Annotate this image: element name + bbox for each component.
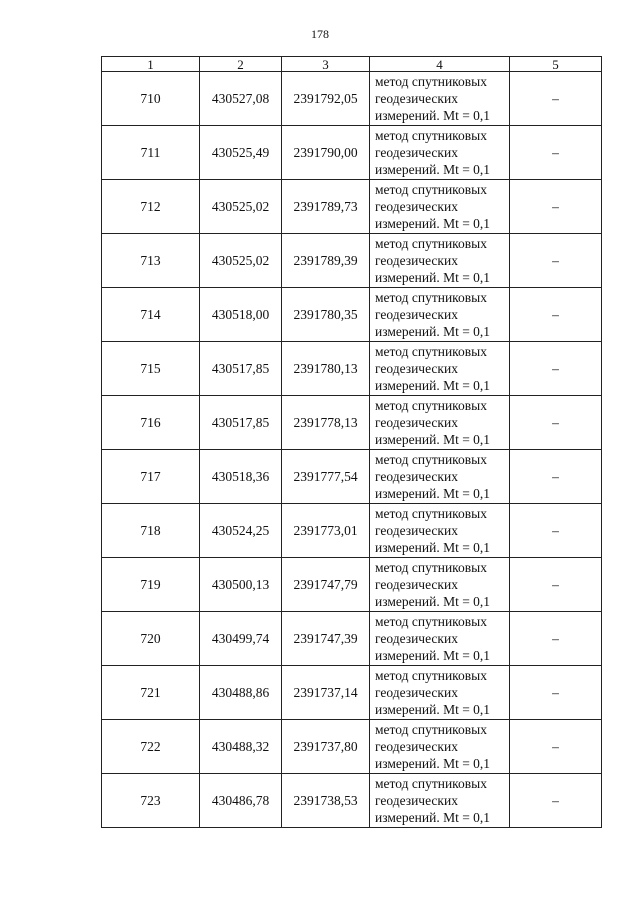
note-cell: – — [510, 72, 602, 126]
point-number-cell: 718 — [102, 504, 200, 558]
table-row — [102, 180, 602, 234]
method-cell — [370, 234, 510, 288]
method-cell — [370, 126, 510, 180]
x-coordinate-cell: 430486,78 — [200, 774, 282, 828]
method-line: измерений. Mt = 0,1 — [375, 432, 491, 447]
note-cell: – — [510, 558, 602, 612]
method-cell — [370, 396, 510, 450]
x-coordinate-cell: 430525,49 — [200, 126, 282, 180]
point-number-cell: 717 — [102, 450, 200, 504]
note-cell: – — [510, 126, 602, 180]
method-line: геодезических — [375, 145, 458, 160]
note-cell: – — [510, 234, 602, 288]
x-coordinate-cell: 430525,02 — [200, 180, 282, 234]
x-coordinate-cell: 430488,86 — [200, 666, 282, 720]
method-line: геодезических — [375, 577, 458, 592]
method-cell — [370, 288, 510, 342]
x-coordinate-cell: 430488,32 — [200, 720, 282, 774]
table-row — [102, 450, 602, 504]
table-row — [102, 558, 602, 612]
point-number-cell: 711 — [102, 126, 200, 180]
method-line: измерений. Mt = 0,1 — [375, 378, 491, 393]
y-coordinate-cell: 2391737,14 — [282, 666, 370, 720]
y-coordinate-cell: 2391789,73 — [282, 180, 370, 234]
y-coordinate-cell: 2391778,13 — [282, 396, 370, 450]
point-number-cell: 713 — [102, 234, 200, 288]
method-line: измерений. Mt = 0,1 — [375, 324, 491, 339]
method-line: метод спутниковых — [375, 452, 487, 467]
method-line: метод спутниковых — [375, 236, 487, 251]
table-row — [102, 72, 602, 126]
point-number-cell: 719 — [102, 558, 200, 612]
method-line: измерений. Mt = 0,1 — [375, 270, 491, 285]
table-row — [102, 612, 602, 666]
method-cell — [370, 180, 510, 234]
column-header-4: 4 — [370, 57, 510, 72]
point-number-cell: 723 — [102, 774, 200, 828]
y-coordinate-cell: 2391777,54 — [282, 450, 370, 504]
table-row — [102, 234, 602, 288]
method-line: метод спутниковых — [375, 344, 487, 359]
method-cell — [370, 774, 510, 828]
method-line: метод спутниковых — [375, 290, 487, 305]
method-cell — [370, 612, 510, 666]
x-coordinate-cell: 430500,13 — [200, 558, 282, 612]
method-line: измерений. Mt = 0,1 — [375, 648, 491, 663]
table-header-row — [102, 57, 602, 72]
point-number-cell: 722 — [102, 720, 200, 774]
x-coordinate-cell: 430525,02 — [200, 234, 282, 288]
method-line: геодезических — [375, 793, 458, 808]
method-cell — [370, 450, 510, 504]
point-number-cell: 710 — [102, 72, 200, 126]
table-row — [102, 504, 602, 558]
table-row — [102, 288, 602, 342]
method-line: метод спутниковых — [375, 182, 487, 197]
method-line: геодезических — [375, 307, 458, 322]
x-coordinate-cell: 430524,25 — [200, 504, 282, 558]
coordinates-table — [101, 56, 602, 828]
point-number-cell: 714 — [102, 288, 200, 342]
table-row — [102, 774, 602, 828]
column-header-1: 1 — [102, 57, 200, 72]
method-line: измерений. Mt = 0,1 — [375, 756, 491, 771]
x-coordinate-cell: 430518,36 — [200, 450, 282, 504]
x-coordinate-cell: 430518,00 — [200, 288, 282, 342]
point-number-cell: 712 — [102, 180, 200, 234]
note-cell: – — [510, 666, 602, 720]
method-line: метод спутниковых — [375, 398, 487, 413]
method-line: измерений. Mt = 0,1 — [375, 540, 491, 555]
y-coordinate-cell: 2391780,13 — [282, 342, 370, 396]
method-line: измерений. Mt = 0,1 — [375, 486, 491, 501]
table-row — [102, 126, 602, 180]
method-line: измерений. Mt = 0,1 — [375, 810, 491, 825]
y-coordinate-cell: 2391780,35 — [282, 288, 370, 342]
note-cell: – — [510, 342, 602, 396]
point-number-cell: 721 — [102, 666, 200, 720]
method-cell — [370, 666, 510, 720]
method-line: метод спутниковых — [375, 776, 487, 791]
method-cell — [370, 72, 510, 126]
note-cell: – — [510, 720, 602, 774]
column-header-2: 2 — [200, 57, 282, 72]
y-coordinate-cell: 2391789,39 — [282, 234, 370, 288]
method-line: метод спутниковых — [375, 722, 487, 737]
x-coordinate-cell: 430517,85 — [200, 342, 282, 396]
method-line: метод спутниковых — [375, 128, 487, 143]
table-row — [102, 396, 602, 450]
column-header-5: 5 — [510, 57, 602, 72]
x-coordinate-cell: 430517,85 — [200, 396, 282, 450]
method-cell — [370, 558, 510, 612]
method-line: метод спутниковых — [375, 614, 487, 629]
x-coordinate-cell: 430499,74 — [200, 612, 282, 666]
method-line: геодезических — [375, 91, 458, 106]
note-cell: – — [510, 504, 602, 558]
method-line: измерений. Mt = 0,1 — [375, 162, 491, 177]
note-cell: – — [510, 288, 602, 342]
method-line: геодезических — [375, 199, 458, 214]
method-line: геодезических — [375, 469, 458, 484]
method-cell — [370, 504, 510, 558]
note-cell: – — [510, 612, 602, 666]
table-body — [102, 72, 602, 828]
method-cell — [370, 720, 510, 774]
method-line: геодезических — [375, 523, 458, 538]
note-cell: – — [510, 180, 602, 234]
point-number-cell: 716 — [102, 396, 200, 450]
note-cell: – — [510, 774, 602, 828]
y-coordinate-cell: 2391792,05 — [282, 72, 370, 126]
method-line: измерений. Mt = 0,1 — [375, 702, 491, 717]
method-line: геодезических — [375, 415, 458, 430]
column-header-3: 3 — [282, 57, 370, 72]
note-cell: – — [510, 450, 602, 504]
table-row — [102, 720, 602, 774]
method-line: измерений. Mt = 0,1 — [375, 594, 491, 609]
table-row — [102, 342, 602, 396]
point-number-cell: 715 — [102, 342, 200, 396]
method-line: измерений. Mt = 0,1 — [375, 216, 491, 231]
page-number: 178 — [311, 27, 329, 41]
y-coordinate-cell: 2391737,80 — [282, 720, 370, 774]
method-line: геодезических — [375, 253, 458, 268]
y-coordinate-cell: 2391773,01 — [282, 504, 370, 558]
method-line: геодезических — [375, 739, 458, 754]
method-line: метод спутниковых — [375, 560, 487, 575]
method-line: метод спутниковых — [375, 506, 487, 521]
method-line: метод спутниковых — [375, 668, 487, 683]
point-number-cell: 720 — [102, 612, 200, 666]
method-line: измерений. Mt = 0,1 — [375, 108, 491, 123]
method-line: геодезических — [375, 361, 458, 376]
y-coordinate-cell: 2391747,39 — [282, 612, 370, 666]
y-coordinate-cell: 2391738,53 — [282, 774, 370, 828]
method-line: геодезических — [375, 631, 458, 646]
x-coordinate-cell: 430527,08 — [200, 72, 282, 126]
y-coordinate-cell: 2391790,00 — [282, 126, 370, 180]
method-cell — [370, 342, 510, 396]
method-line: метод спутниковых — [375, 74, 487, 89]
method-line: геодезических — [375, 685, 458, 700]
y-coordinate-cell: 2391747,79 — [282, 558, 370, 612]
note-cell: – — [510, 396, 602, 450]
table-row — [102, 666, 602, 720]
